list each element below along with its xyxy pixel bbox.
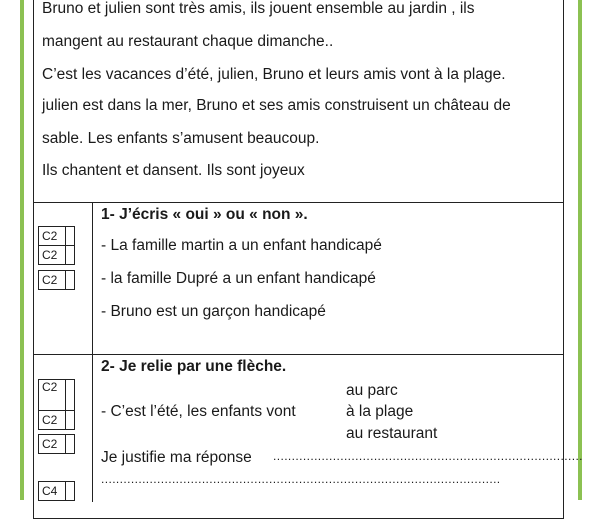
score-cell[interactable] [66, 271, 75, 290]
score-code: C2 [39, 411, 66, 430]
option-au-restaurant[interactable]: au restaurant [346, 425, 438, 442]
exercise2-score-box-c4 [38, 481, 75, 501]
section-divider-2 [33, 354, 564, 355]
score-code: C2 [39, 271, 66, 290]
exercise1-item: - La famille martin a un enfant handicapé [101, 237, 382, 254]
score-cell[interactable] [66, 482, 75, 501]
exercise2-score-box [38, 434, 75, 454]
left-green-border [20, 0, 24, 500]
text-line-6: Ils chantent et dansent. Ils sont joyeux [42, 162, 305, 179]
exercise1-item: - la famille Dupré a un enfant handicapé [101, 270, 376, 287]
exercise1-score-box [38, 270, 75, 290]
text-line-4: julien est dans la mer, Bruno et ses amis construisent un château de [42, 97, 511, 114]
section-divider-1 [33, 202, 564, 203]
score-cell[interactable] [66, 227, 75, 246]
exercise1-item: - Bruno est un garçon handicapé [101, 303, 326, 320]
exercise1-score-table [38, 226, 75, 265]
score-code: C2 [39, 380, 66, 411]
exercise2-title: 2- Je relie par une flèche. [101, 358, 287, 375]
score-cell[interactable] [66, 411, 75, 430]
exercise1-title: 1- J’écris « oui » ou « non ». [101, 206, 308, 223]
text-line-5: sable. Les enfants s’amusent beaucoup. [42, 130, 320, 147]
answer-dotted-line-2[interactable]: ........................................................................................................... [101, 472, 501, 486]
answer-dotted-line-1[interactable]: ................................................................................... [273, 449, 583, 463]
text-line-1: Bruno et julien sont très amis, ils jouent ensemble au jardin , ils [42, 0, 475, 17]
justify-label: Je justifie ma réponse [101, 449, 252, 466]
option-a-la-plage[interactable]: à la plage [346, 403, 414, 420]
score-code: C2 [39, 227, 66, 246]
text-line-2: mangent au restaurant chaque dimanche.. [42, 33, 334, 50]
score-code: C2 [39, 246, 66, 265]
right-green-border [578, 0, 582, 500]
text-line-3: C’est les vacances d’été, julien, Bruno et leurs amis vont à la plage. [42, 66, 506, 83]
score-cell[interactable] [66, 246, 75, 265]
option-au-parc[interactable]: au parc [346, 382, 398, 399]
score-cell[interactable] [66, 380, 75, 411]
score-cell[interactable] [66, 435, 75, 454]
score-code: C2 [39, 435, 66, 454]
exercise2-sentence[interactable]: - C’est l’été, les enfants vont [101, 403, 296, 420]
score-column-divider [92, 202, 93, 502]
score-code: C4 [39, 482, 66, 501]
exercise2-score-table [38, 379, 75, 430]
